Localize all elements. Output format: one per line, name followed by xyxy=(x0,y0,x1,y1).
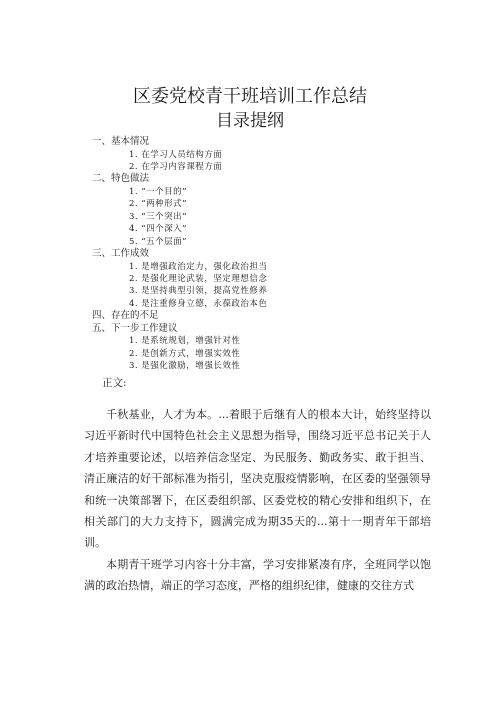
outline-heading: 五、下一步工作建议 xyxy=(92,322,178,334)
outline-item: 1. 是系统规划，增强针对性 xyxy=(129,336,241,347)
outline-item: 2. 是创新方式，增强实效性 xyxy=(129,348,241,359)
body-text xyxy=(84,404,431,597)
document-title: 区委党校青干班培训工作总结 xyxy=(133,86,367,107)
outline-heading: 三、工作成效 xyxy=(92,247,150,259)
outline-item: 1. 是增强政治定力，强化政治担当 xyxy=(129,261,268,272)
outline-heading: 四、存在的不足 xyxy=(92,310,159,322)
document-subtitle: 目录提纲 xyxy=(216,111,284,131)
body-label: 正文: xyxy=(102,377,127,389)
outline-item: 4. 是注重修身立德，永葆政治本色 xyxy=(129,298,268,309)
outline-item: 1. 在学习人员结构方面 xyxy=(129,149,223,160)
outline-item: 1. “一个目的” xyxy=(129,186,188,197)
outline-item: 2. 在学习内容课程方面 xyxy=(129,161,223,172)
body-paragraph: 千秋基业，人才为本。...着眼于后继有人的根本大计，始终坚持以习近平新时代中国特色社会主义思想为指导，围绕习近平总书记关于人才培养重要论述，以培养信念坚定、为民服务、勤政务实、敢于担当、清正廉洁的好干部标准为指引，坚决克服疫情影响，在区委的坚强领导和统一决策部署下，在区委组织部、区委党校的精心安排和组织下，在相关部门的大力支持下，圆满完成为期35天的...第十一期青年干部培训。 xyxy=(84,408,431,550)
outline-heading: 一、基本情况 xyxy=(92,136,150,147)
outline-item: 2. 是强化理论武装，坚定理想信念 xyxy=(129,273,268,284)
outline-item: 4. “四个深入” xyxy=(129,224,188,235)
outline-item: 2. “两种形式” xyxy=(129,199,188,210)
outline-list xyxy=(92,136,422,372)
outline-item: 3. 是坚持典型引领，提高党性修养 xyxy=(129,286,268,297)
body-paragraph: 本期青干班学习内容十分丰富，学习安排紧凑有序，全班同学以饱满的政治热情，端正的学习态度，严格的组织纪律，健康的交往方式 xyxy=(84,557,431,593)
outline-heading: 二、特色做法 xyxy=(92,173,150,185)
outline-item: 5. “五个层面” xyxy=(129,236,188,247)
outline-item: 3. “三个突出” xyxy=(129,211,188,222)
outline-item: 3. 是强化激励，增强长效性 xyxy=(129,361,241,372)
